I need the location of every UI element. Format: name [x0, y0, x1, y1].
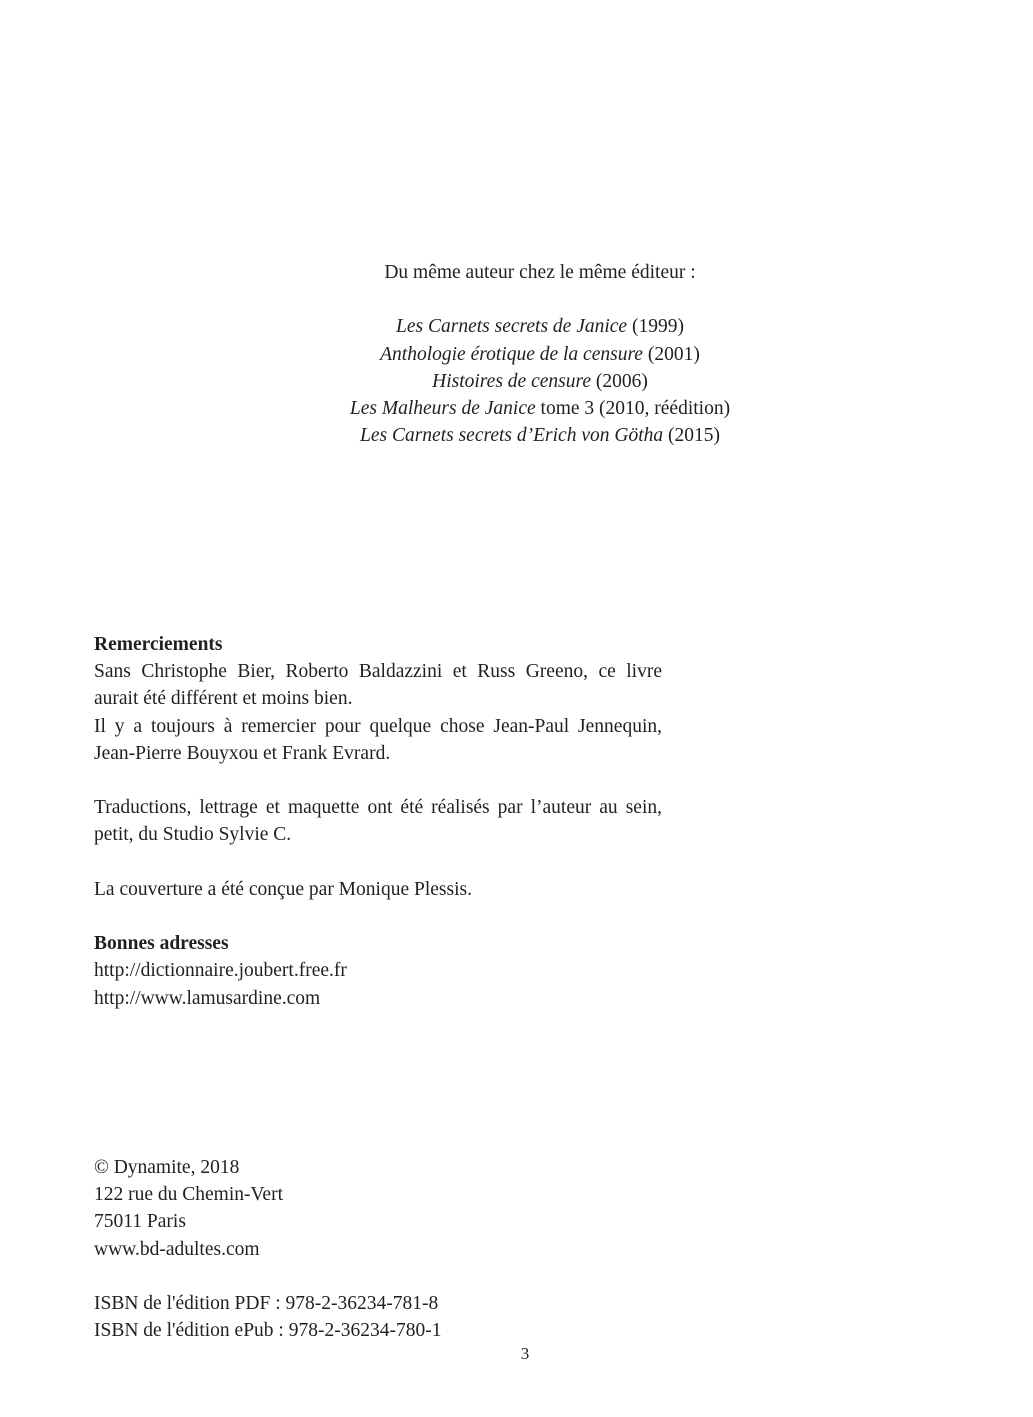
credits-line: Traductions, lettrage et maquette ont été réalisés par l’auteur au sein,: [94, 797, 662, 819]
publisher-website: www.bd-adultes.com: [94, 1238, 260, 1260]
book-info: (2006): [590, 370, 648, 392]
spacer: [94, 903, 662, 930]
book-title: Les Carnets secrets d’Erich von Götha: [360, 425, 664, 447]
isbn-epub: ISBN de l'édition ePub : 978-2-36234-780-1: [94, 1320, 442, 1342]
book-title: Les Malheurs de Janice: [349, 398, 536, 419]
copyright-notice: © Dynamite, 2018: [94, 1157, 240, 1178]
book-title: Anthologie érotique de la censure: [380, 343, 643, 365]
spacer: [94, 849, 662, 876]
acknowledgements-line: Sans Christophe Bier, Roberto Baldazzini et Russ Greeno, ce livre: [94, 661, 662, 683]
acknowledgements-line: aurait été différent et moins bien.: [94, 688, 353, 710]
spacer: [94, 1263, 694, 1290]
book-info: (2001): [642, 343, 700, 365]
cover-credit: La couverture a été conçue par Monique Plessis.: [94, 878, 472, 900]
book-info: (1999): [627, 316, 684, 338]
acknowledgements-section: [94, 631, 662, 1012]
publisher-street: 122 rue du Chemin-Vert: [94, 1184, 284, 1206]
isbn-pdf: ISBN de l'édition PDF : 978-2-36234-781-8: [94, 1293, 439, 1314]
book-list: [0, 313, 1033, 449]
acknowledgements-line: Jean-Pierre Bouyxou et Frank Evrard.: [94, 742, 391, 764]
spacer: [94, 767, 662, 794]
also-by-heading: Du même auteur chez le même éditeur :: [384, 262, 696, 283]
credits-line: petit, du Studio Sylvie C.: [94, 824, 292, 846]
link-url: http://www.lamusardine.com: [94, 987, 321, 1009]
page-number: 3: [520, 1344, 530, 1363]
book-item: [0, 313, 1033, 340]
acknowledgements-heading: Remerciements: [94, 634, 223, 655]
links-heading: Bonnes adresses: [94, 933, 229, 955]
book-item: [0, 368, 1033, 395]
book-title: Histoires de censure: [432, 370, 591, 392]
acknowledgements-line: Il y a toujours à remercier pour quelque chose Jean-Paul Jennequin,: [94, 715, 662, 737]
book-item: [0, 395, 1033, 422]
book-item: [0, 422, 1033, 449]
also-by-section: [0, 259, 1033, 449]
book-title: Les Carnets secrets de Janice: [396, 316, 628, 338]
book-info: tome 3 (2010, réédition): [535, 398, 731, 419]
link-url: http://dictionnaire.joubert.free.fr: [94, 960, 347, 982]
book-info: (2015): [663, 425, 720, 447]
copyright-section: [94, 1154, 694, 1344]
book-item: [0, 341, 1033, 368]
publisher-city: 75011 Paris: [94, 1211, 186, 1233]
